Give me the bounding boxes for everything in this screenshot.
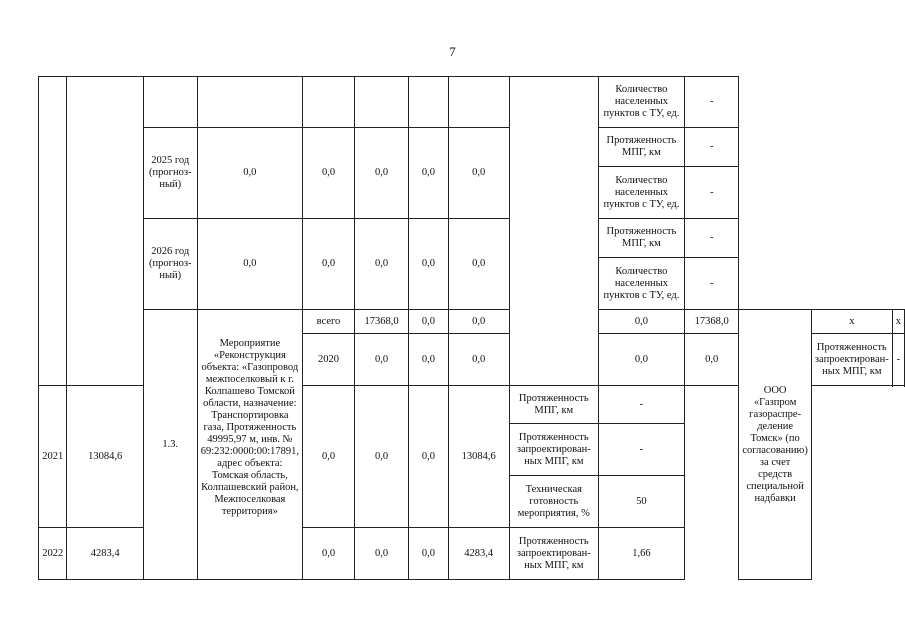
value-cell: 0,0 (448, 334, 509, 386)
year-cell: 2020 (303, 334, 355, 386)
value-cell: 0,0 (448, 219, 509, 310)
value-cell: 0,0 (197, 128, 302, 219)
year-cell: 2021 (39, 386, 67, 528)
number-cell-continued (39, 77, 67, 386)
value-cell: 17368,0 (685, 310, 739, 334)
indicator-value: 50 (598, 476, 684, 528)
item-description: Мероприятие «Реконструкция объекта: «Газопровод межпоселковый к г. Колпашево Томской области, назначение: Транспортировка газа, Протяженность 49995,97 м, инв. № 69:232:0000:00:17891, адрес объекта: Томская область, Колпашевский район, Межпоселковая территория» (197, 310, 302, 580)
value-cell: 0,0 (409, 334, 448, 386)
value-cell: 0,0 (409, 528, 448, 580)
indicator-name: Протяженность запроектирован-ных МПГ, км (811, 334, 892, 386)
value-cell: 0,0 (354, 386, 408, 528)
value-cell: 0,0 (303, 386, 355, 528)
year-cell: 2022 (39, 528, 67, 580)
executor-cell: ООО «Газпром газораспре-деление Томск» (по согласованию) за счет средств специальной надбавки (739, 310, 812, 580)
indicator-name: Количество населенных пунктов с ТУ, ед. (598, 258, 684, 310)
year-cell: 2025 год (прогноз-ный) (143, 128, 197, 219)
year-cell: 2026 год (прогноз-ный) (143, 219, 197, 310)
indicator-name: Протяженность запроектирован-ных МПГ, км (509, 424, 598, 476)
indicator-value: - (685, 77, 739, 128)
value-cell (409, 77, 448, 128)
value-cell (354, 77, 408, 128)
table-row (39, 310, 905, 334)
value-cell: 0,0 (409, 128, 448, 219)
value-cell: 13084,6 (448, 386, 509, 528)
executor-cell-continued (509, 77, 598, 386)
description-cell-continued (67, 77, 143, 386)
value-cell: 0,0 (303, 219, 355, 310)
value-cell: 4283,4 (448, 528, 509, 580)
value-cell: 0,0 (303, 528, 355, 580)
value-cell: 0,0 (354, 334, 408, 386)
indicator-name: х (811, 310, 892, 334)
indicator-name: Протяженность МПГ, км (598, 128, 684, 167)
indicator-value: - (685, 167, 739, 219)
page-number: 7 (449, 44, 456, 59)
value-cell: 17368,0 (354, 310, 408, 334)
indicator-value: - (685, 258, 739, 310)
indicator-value: - (685, 219, 739, 258)
value-cell: 13084,6 (67, 386, 143, 528)
value-cell: 0,0 (354, 528, 408, 580)
program-table (38, 76, 905, 580)
item-number: 1.3. (143, 310, 197, 580)
value-cell: 0,0 (354, 128, 408, 219)
indicator-value: - (598, 424, 684, 476)
indicator-name: Количество населенных пунктов с ТУ, ед. (598, 167, 684, 219)
value-cell: 0,0 (598, 310, 684, 334)
value-cell: 0,0 (354, 219, 408, 310)
value-cell (197, 77, 302, 128)
value-cell: 0,0 (197, 219, 302, 310)
value-cell: 0,0 (448, 310, 509, 334)
table-row (39, 128, 905, 167)
value-cell: 0,0 (685, 334, 739, 386)
indicator-name: Техническая готовность мероприятия, % (509, 476, 598, 528)
indicator-value: х (892, 310, 904, 334)
indicator-name: Протяженность МПГ, км (598, 219, 684, 258)
value-cell: 0,0 (409, 386, 448, 528)
value-cell (303, 77, 355, 128)
indicator-value: - (598, 386, 684, 424)
table-row (39, 77, 905, 128)
value-cell (448, 77, 509, 128)
value-cell: 0,0 (409, 219, 448, 310)
table-row (39, 219, 905, 258)
value-cell: 4283,4 (67, 528, 143, 580)
indicator-value: - (892, 334, 904, 386)
value-cell: 0,0 (409, 310, 448, 334)
indicator-name: Протяженность МПГ, км (509, 386, 598, 424)
year-cell: всего (303, 310, 355, 334)
value-cell: 0,0 (303, 128, 355, 219)
value-cell: 0,0 (598, 334, 684, 386)
indicator-value: 1,66 (598, 528, 684, 580)
value-cell: 0,0 (448, 128, 509, 219)
indicator-value: - (685, 128, 739, 167)
year-cell (143, 77, 197, 128)
indicator-name: Количество населенных пунктов с ТУ, ед. (598, 77, 684, 128)
indicator-name: Протяженность запроектирован-ных МПГ, км (509, 528, 598, 580)
